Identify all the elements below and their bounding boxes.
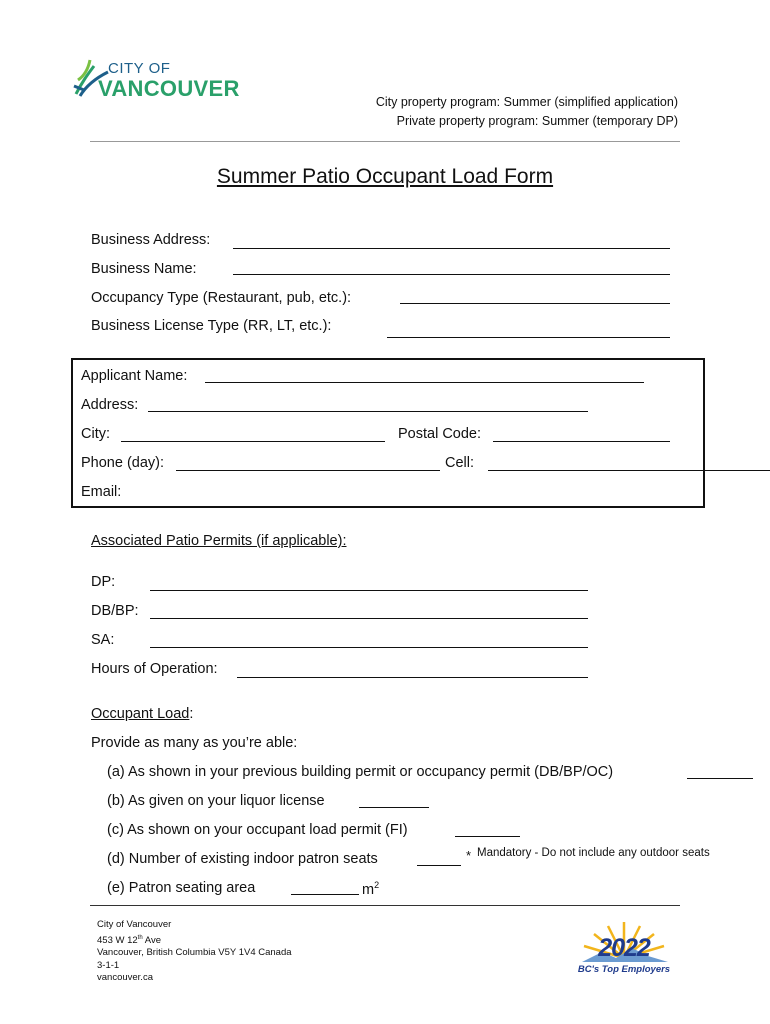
city-label: City:	[81, 426, 110, 442]
form-title: Summer Patio Occupant Load Form	[216, 165, 554, 188]
business-address-label: Business Address:	[91, 232, 211, 248]
city-of-vancouver-logo	[72, 56, 252, 126]
option-a-field[interactable]	[687, 778, 753, 779]
sa-label: SA:	[91, 632, 115, 648]
dbbp-label: DB/BP:	[91, 603, 139, 619]
business-name-label: Business Name:	[91, 261, 197, 277]
footer-web: vancouver.ca	[97, 972, 153, 984]
logo-city-of: CITY OF	[108, 60, 171, 77]
area-unit	[362, 880, 379, 898]
license-type-field[interactable]	[387, 337, 670, 338]
badge-year: 2022	[598, 934, 650, 962]
email-label: Email:	[81, 484, 122, 500]
applicant-address-field[interactable]	[148, 411, 588, 412]
footer-org: City of Vancouver	[97, 919, 172, 930]
permits-heading: Associated Patio Permits (if applicable):	[91, 533, 347, 549]
footer-divider	[90, 905, 680, 906]
footer-phone: 3-1-1	[97, 959, 120, 971]
postal-code-field[interactable]	[493, 441, 670, 442]
mandatory-asterisk: *	[466, 848, 472, 863]
footer-street-post: Ave	[142, 934, 162, 946]
option-e-label: (e) Patron seating area	[107, 880, 256, 896]
applicant-name-label: Applicant Name:	[81, 368, 188, 384]
occupant-load-intro: Provide as many as you’re able:	[91, 735, 298, 751]
footer-street	[97, 932, 292, 948]
header-divider	[90, 141, 680, 142]
option-d-label: (d) Number of existing indoor patron seats	[107, 851, 378, 867]
dp-label: DP:	[91, 574, 116, 590]
option-c-field[interactable]	[455, 836, 520, 837]
phone-day-field[interactable]	[176, 470, 440, 471]
area-unit-m: m	[362, 881, 375, 898]
hours-field[interactable]	[237, 677, 588, 678]
footer-street-pre: 453 W 12	[97, 934, 138, 946]
area-unit-sup: 2	[374, 880, 380, 890]
dbbp-field[interactable]	[150, 618, 588, 619]
program-city: City property program: Summer (simplified application)	[375, 95, 678, 109]
option-c-label: (c) As shown on your occupant load permit (FI)	[107, 822, 408, 838]
program-private: Private property program: Summer (temporary DP)	[396, 114, 678, 128]
occupant-load-heading	[91, 706, 193, 722]
postal-code-label: Postal Code:	[398, 426, 482, 442]
business-address-field[interactable]	[233, 248, 670, 249]
occupant-load-heading-text: Occupant Load	[91, 706, 190, 722]
footer-street-sup: th	[137, 934, 143, 941]
dp-field[interactable]	[150, 590, 588, 591]
phone-day-label: Phone (day):	[81, 455, 165, 471]
option-e-field[interactable]	[291, 894, 359, 895]
footer-city: Vancouver, British Columbia V5Y 1V4 Canada	[97, 947, 292, 959]
occupancy-type-label: Occupancy Type (Restaurant, pub, etc.):	[91, 290, 352, 306]
business-name-field[interactable]	[233, 274, 670, 275]
badge-caption: BC's Top Employers	[577, 964, 671, 975]
option-b-label: (b) As given on your liquor license	[107, 793, 325, 809]
applicant-address-label: Address:	[81, 397, 139, 413]
option-d-field[interactable]	[417, 865, 461, 866]
city-field[interactable]	[121, 441, 385, 442]
option-a-label: (a) As shown in your previous building permit or occupancy permit (DB/BP/OC)	[107, 764, 614, 780]
sa-field[interactable]	[150, 647, 588, 648]
hours-label: Hours of Operation:	[91, 661, 218, 677]
option-b-field[interactable]	[359, 807, 429, 808]
footer-address	[97, 919, 292, 985]
occupancy-type-field[interactable]	[400, 303, 670, 304]
license-type-label: Business License Type (RR, LT, etc.):	[91, 318, 332, 334]
cell-field[interactable]	[488, 470, 770, 471]
top-employers-badge	[572, 918, 676, 978]
applicant-name-field[interactable]	[205, 382, 644, 383]
mandatory-note: Mandatory - Do not include any outdoor seats	[477, 847, 710, 859]
occupant-load-heading-colon: :	[189, 706, 194, 722]
logo-vancouver: VANCOUVER	[98, 76, 240, 101]
cell-label: Cell:	[445, 455, 475, 471]
